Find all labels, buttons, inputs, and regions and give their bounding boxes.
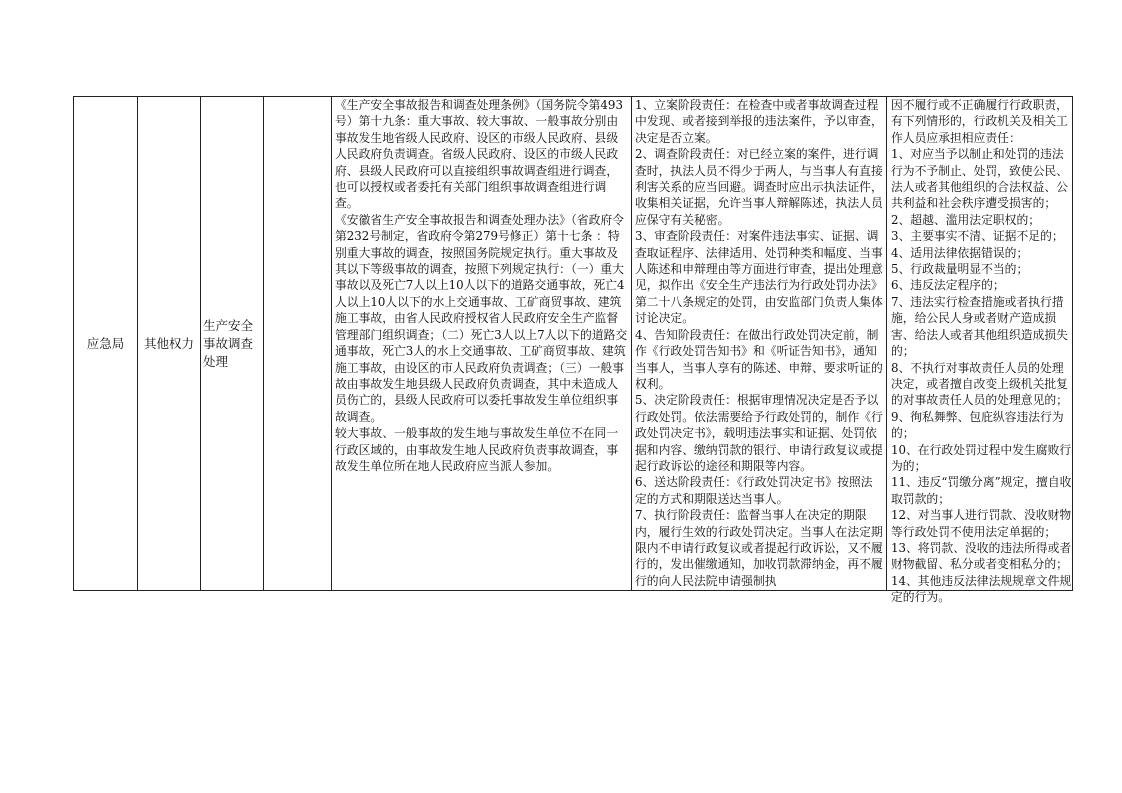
accountability-item: 7、违法实行检查措施或者执行措施，给公民人身或者财产造成损害、给法人或者其他组织造成损失的； xyxy=(891,294,1068,359)
responsibility-item: 2、调查阶段责任：对已经立案的案件，进行调查时，执法人员不得少于两人，与当事人有直接利害关系的应当回避。调查时应出示执法证件，收集相关证据，允许当事人辩解陈述，执法人员应保守有关秘密。 xyxy=(635,147,883,227)
responsibility-item: 6、送达阶段责任：《行政处罚决定书》按照法定的方式和期限送达当事人。 xyxy=(635,475,873,506)
accountability-item: 5、行政裁量明显不当的； xyxy=(891,262,1029,277)
accountability-item: 8、不执行对事故责任人员的处理决定，或者擅自改变上级机关批复的对事故责任人员的处理意见的； xyxy=(891,360,1068,408)
accountability-item: 10、在行政处罚过程中发生腐败行为的； xyxy=(891,442,1072,473)
code-cell xyxy=(264,97,332,590)
accountability-item: 11、违反“罚缴分离”规定，擅自收取罚款的； xyxy=(891,475,1072,506)
accountability-item: 6、违反法定程序的； xyxy=(891,278,1005,293)
accountability-item: 9、徇私舞弊、包庇纵容违法行为的； xyxy=(891,409,1064,441)
accountability-item: 4、适用法律依据错误的； xyxy=(891,245,1029,260)
responsibility-item: 1、立案阶段责任：在检查中或者事故调查过程中发现、或者接到举报的违法案件，予以审查，决定是否立案。 xyxy=(635,98,883,145)
responsibility-cell xyxy=(632,97,887,590)
responsibility-item: 3、审查阶段责任：对案件违法事实、证据、调查取证程序、法律适用、处罚种类和幅度、当事人陈述和申辩理由等方面进行审查，提出处理意见，拟作出《安全生产违法行为行政处罚办法》第二十八条规定的处罚，由安监部门负责人集体讨论决定。 xyxy=(635,229,883,326)
power-list-table xyxy=(73,96,1073,605)
accountability-item: 因不履行或不正确履行行政职责，有下列情形的，行政机关及相关工作人员应承担相应责任： xyxy=(891,98,1068,145)
department-cell xyxy=(74,97,138,590)
accountability-item: 2、超越、滥用法定职权的； xyxy=(891,212,1041,227)
item-name-text: 生产安全事故调查处理 xyxy=(203,317,254,369)
legal-basis-cell xyxy=(332,97,632,590)
accountability-item: 13、将罚款、没收的违法所得或者财物截留、私分或者变相私分的； xyxy=(891,540,1072,572)
power-type-cell xyxy=(138,97,201,590)
responsibility-item: 7、执行阶段责任：监督当事人在决定的期限内，履行生效的行政处罚决定。当事人在法定期限内不申请行政复议或者提起行政诉讼，又不履行的，发出催缴通知，加收罚款滞纳金，再不履行的向人民法院申请强制执 xyxy=(635,508,883,588)
item-name-cell xyxy=(201,97,264,590)
responsibility-item: 5、决定阶段责任：根据审理情况决定是否予以行政处罚。依法需要给予行政处罚的，制作《行政处罚决定书》，载明违法事实和证据、处罚依据和内容、缴纳罚款的银行、申请行政复议或提起行政诉讼的途径和期限等内容。 xyxy=(635,393,883,473)
accountability-item: 3、主要事实不清、证据不足的； xyxy=(891,229,1064,244)
department-text: 应急局 xyxy=(86,335,125,351)
accountability-item: 12、对当事人进行罚款、没收财物等行政处罚不使用法定单据的； xyxy=(891,508,1072,539)
accountability-item: 1、对应当予以制止和处罚的违法行为不予制止、处罚，致使公民、法人或者其他组织的合法权益、公共利益和社会秩序遭受损害的； xyxy=(891,147,1068,211)
responsibility-item: 4、告知阶段责任：在做出行政处罚决定前，制作《行政处罚告知书》和《听证告知书》，通知当事人，当事人享有的陈述、申辩、要求听证的权利。 xyxy=(635,327,883,391)
accountability-cell xyxy=(887,97,1074,605)
basis-paragraph: 较大事故、一般事故的发生地与事故发生单位不在同一行政区域的，由事故发生地人民政府负责事故调查，事故发生单位所在地人民政府应当派人参加。 xyxy=(335,426,619,473)
power-type-text: 其他权力 xyxy=(143,335,194,351)
basis-paragraph: 《生产安全事故报告和调查处理条例》（国务院令第493号）第十九条：重大事故、较大事故、一般事故分别由事故发生地省级人民政府、设区的市级人民政府、县级人民政府负责调查。省级人民政府、设区的市级人民政府、县级人民政府可以直接组织事故调查组进行调查，也可以授权或者委托有关部门组织事故调查组进行调查。 xyxy=(335,98,623,211)
accountability-item: 14、其他违反法律法规规章文件规定的行为。 xyxy=(891,573,1072,605)
basis-paragraph: 《安徽省生产安全事故报告和调查处理办法》（省政府令第232号制定，省政府令第279号修正）第十七条 ：特别重大事故的调查，按照国务院规定执行。重大事故及其以下等级事故的调查，按照下列规定执行：（一）重大事故以及死亡7人以上10人以下的道路交通事故，死亡4人以上10人以下的水上交通事故、工矿商贸事故、建筑施工事故，由省人民政府授权省人民政府安全生产监督管理部门组织调查；（二）死亡3人以上7人以下的道路交通事故，死亡3人的水上交通事故、工矿商贸事故、建筑施工事故，由设区的市人民政府负责调查；（三）一般事故由事故发生地县级人民政府负责调查，其中未造成人员伤亡的，县级人民政府可以委托事故发生单位组织事故调查。 xyxy=(335,212,628,424)
